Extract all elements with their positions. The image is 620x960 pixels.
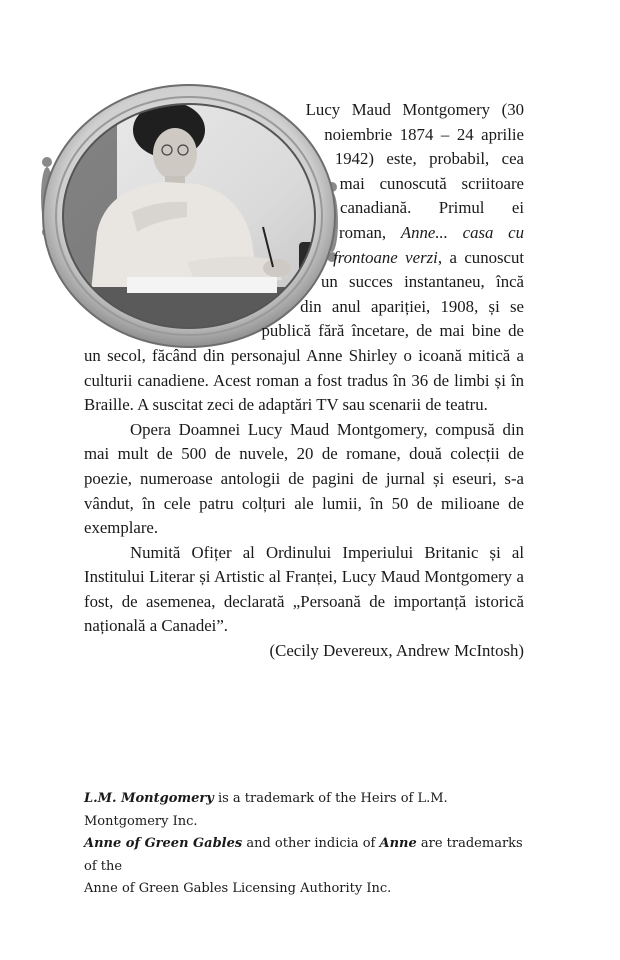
novel-title: Anne... casa cu frontoane verzi xyxy=(333,222,524,267)
intro-line: (30 noiembrie 1874 – xyxy=(324,100,524,144)
trademark-text: is a trademark of the Heirs of L.M. Montgomery Inc. xyxy=(84,791,448,829)
bio-paragraph-2: Opera Doamnei Lucy Maud Montgomery, compusă din mai mult de 500 de nuvele, 20 de romane, două colecții de poezie, numeroase antologii de pagini de jurnal și eseuri, s-a vândut, în cele patru colțuri ale lumii, în 50 de milioane de exemplare. xyxy=(84,419,524,538)
trademark-name: L.M. Montgomery xyxy=(84,791,214,806)
trademark-text: and other indicia of xyxy=(242,836,380,851)
citation: (Cecily Devereux, Andrew McIntosh) xyxy=(269,641,524,661)
trademark-line-1 xyxy=(84,788,534,833)
trademark-line-2 xyxy=(84,833,534,878)
intro-line: probabil, cea mai xyxy=(339,149,524,193)
trademark-text: are trademarks of the xyxy=(84,836,523,874)
trademark-line-3: Anne of Green Gables Licensing Authority Inc. xyxy=(84,881,392,896)
trademark-notice xyxy=(84,788,534,901)
intro-line: cunoscută scriitoare xyxy=(379,173,524,193)
trademark-name: Anne xyxy=(379,836,417,851)
bio-paragraph-3: Numită Ofițer al Ordinului Imperiului Britanic și al Institului Literar și Artistic al Franței, Lucy Maud Montgomery a fost, de asemenea, declarată „Persoană de importanță istorică națională a Canadei”. xyxy=(84,542,524,636)
bio-text: roman, xyxy=(339,222,401,242)
bio-text: , a cunoscut un succes instantaneu, încă din anul apariției, 1908, și se publică fără încetare, de mai bine de un secol, făcând din personajul Anne Shirley o icoană mitică a culturii canadiene. Acest roman a fost tradus în 36 de limbi și în Braille. A suscitat zeci de adaptări TV sau scenarii de teatru. xyxy=(84,247,525,415)
intro-line: canadiană. Primul ei xyxy=(340,198,524,218)
trademark-name: Anne of Green Gables xyxy=(84,836,243,851)
intro-line: 24 aprilie 1942) este, xyxy=(334,124,524,169)
intro-line: Lucy Maud Montgomery xyxy=(305,100,491,119)
biography-text xyxy=(84,98,524,664)
